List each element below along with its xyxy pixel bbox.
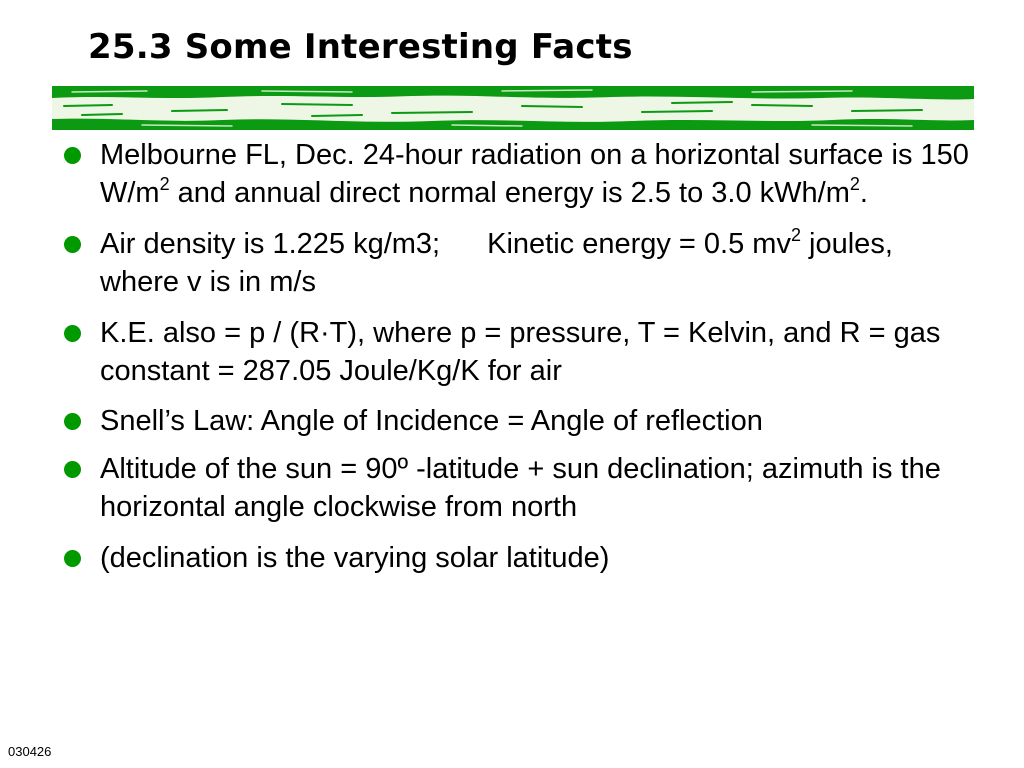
bullet-dot [64,461,81,478]
bullet-item-radiation [64,136,974,212]
green-brush-bar [52,86,974,130]
bullet-text: and annual direct normal energy is 2.5 to 3.0 kWh/m [169,177,850,209]
slide-footer: 030426 [8,744,52,759]
superscript: 2 [849,174,860,195]
bullet-text: . [859,177,868,209]
bullet-item-snells-law [64,402,974,440]
bullet-list [64,136,974,590]
bullet-dot [64,413,81,430]
bullet-text: Air density is 1.225 kg/m3; [100,228,441,260]
bullet-text: Altitude of the sun = 90º -latitude + sun declination; azimuth is the horizontal angle clockwise from north [100,453,941,523]
bullet-item-sun-altitude [64,450,974,526]
bullet-item-declination [64,539,974,577]
bullet-text: K.E. also = p / (R·T), where p = pressure, T = Kelvin, and R = gas constant = 287.05 Joule/Kg/K for air [100,317,941,387]
bullet-item-kinetic-energy [64,314,974,390]
bullet-dot [64,147,81,164]
bullet-item-air-density [64,225,974,301]
bullet-dot [64,236,81,253]
bullet-dot [64,550,81,567]
superscript: 2 [159,174,170,195]
green-bar-highlight [52,96,974,122]
slide-title: 25.3 Some Interesting Facts [88,27,633,67]
bullet-text: Snell’s Law: Angle of Incidence = Angle of reflection [100,405,763,437]
bullet-text: (declination is the varying solar latitude) [100,542,610,574]
superscript: 2 [790,225,801,246]
bullet-text: joules, where v is in m/s [100,228,893,298]
bullet-text: Melbourne FL, Dec. 24-hour radiation on a horizontal surface is 150 W/m [100,139,969,209]
bullet-text: Kinetic energy = 0.5 mv [487,228,791,260]
bullet-dot [64,325,81,342]
